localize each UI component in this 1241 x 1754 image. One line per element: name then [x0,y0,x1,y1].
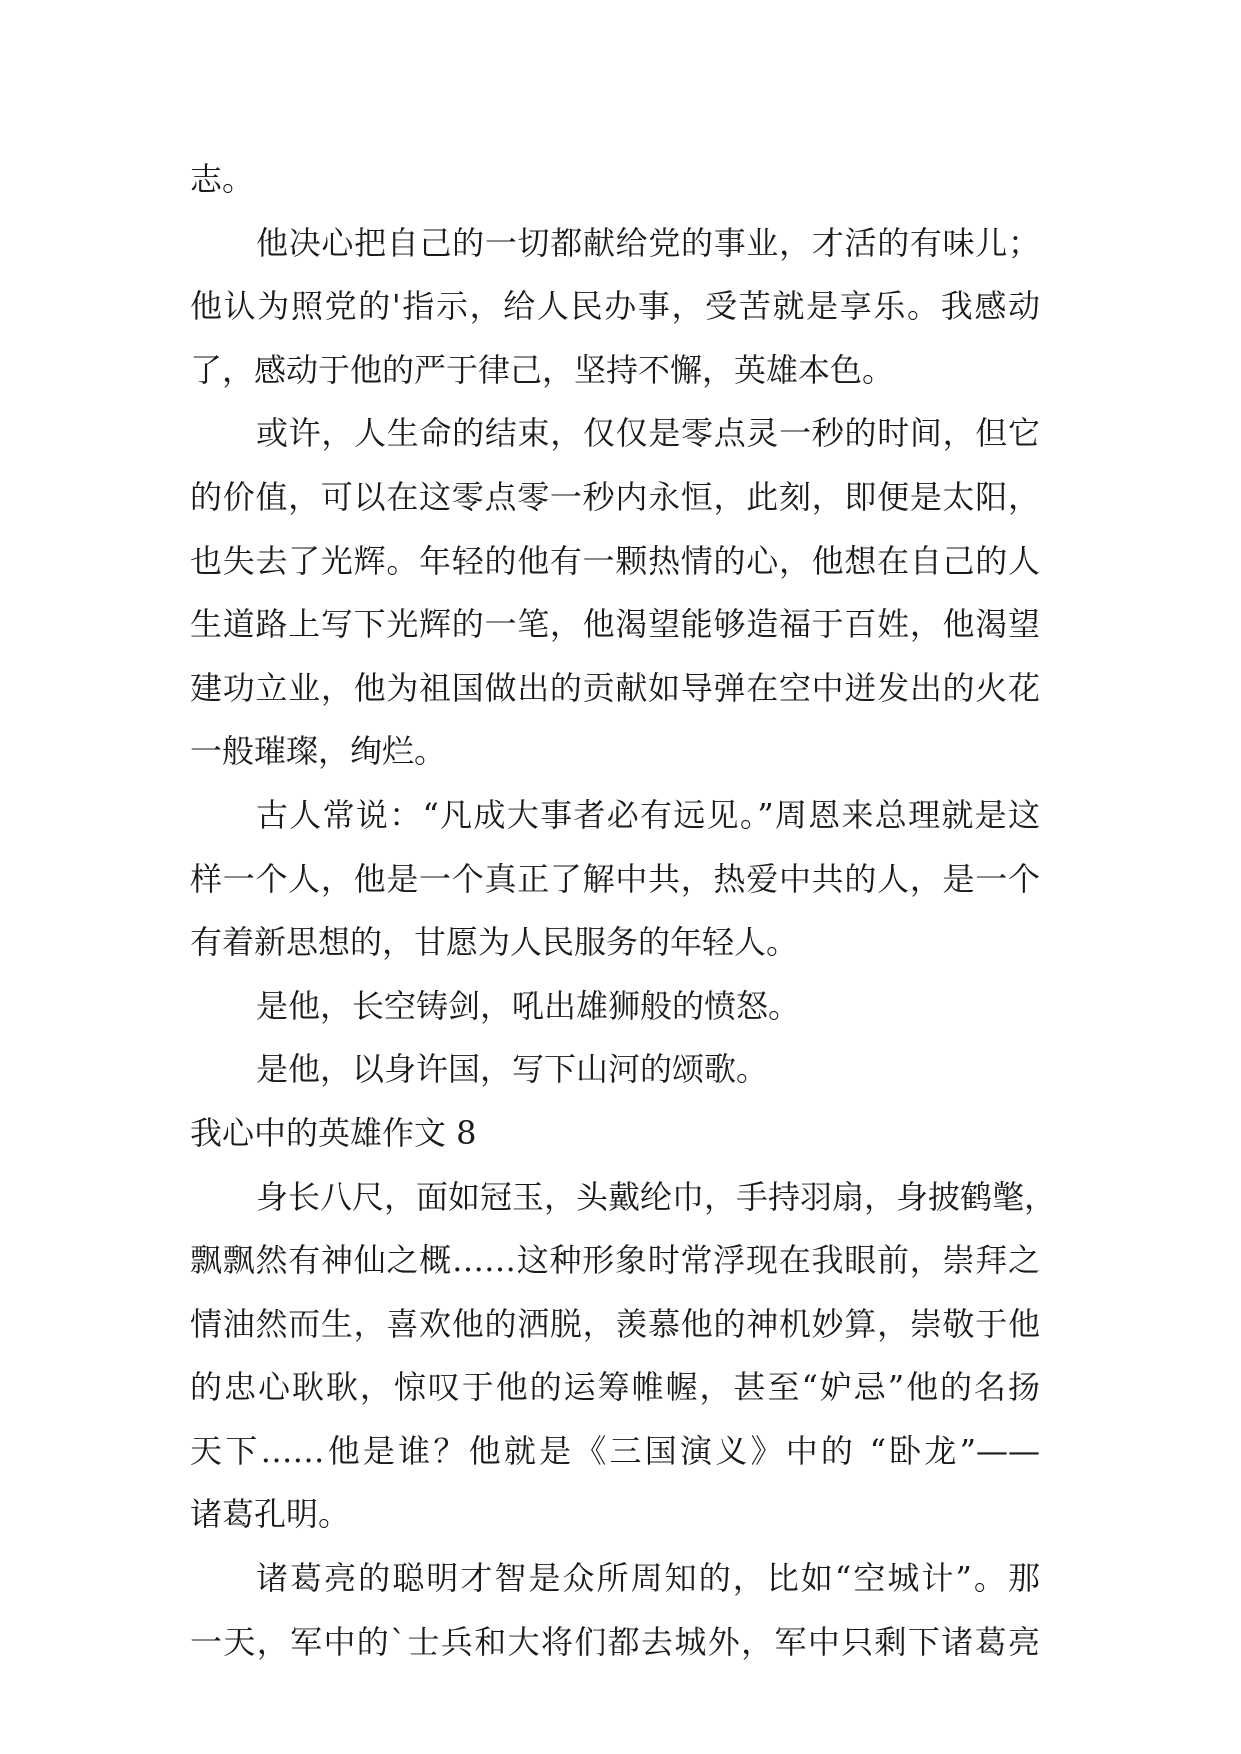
text-line: 一般璀璨，绚烂。 [190,732,447,771]
text-line: 他决心把自己的一切都献给党的事业，才活的有味儿； [256,223,1040,262]
text-line: 他认为照党的'指示，给人民办事，受苦就是享乐。我感动 [190,287,1040,326]
text-line: 的价值，可以在这零点零一秒内永恒，此刻，即便是太阳， [190,477,1040,516]
text-line: 诸葛亮的聪明才智是众所周知的，比如“空城计”。那 [256,1559,1040,1598]
text-line: 的忠心耿耿，惊叹于他的运筹帷幄，甚至“妒忌”他的名扬 [190,1368,1040,1407]
text-line: 一天，军中的`士兵和大将们都去城外，军中只剩下诸葛亮 [190,1622,1040,1661]
text-line: 样一个人，他是一个真正了解中共，热爱中共的人，是一个 [190,859,1040,898]
document-body [190,148,1057,1674]
text-line: 是他，以身许国，写下山河的颂歌。 [256,1050,769,1089]
text-line: 了，感动于他的严于律己，坚持不懈，英雄本色。 [190,350,895,389]
text-line: 有着新思想的，甘愿为人民服务的年轻人。 [190,923,799,962]
text-line: 情油然而生，喜欢他的洒脱，羡慕他的神机妙算，崇敬于他 [190,1304,1040,1343]
text-line: 志。 [190,160,255,198]
text-line: 身长八尺，面如冠玉，头戴纶巾，手持羽扇，身披鹤氅， [256,1177,1057,1216]
text-line: 飘飘然有神仙之概……这种形象时常浮现在我眼前，崇拜之 [190,1241,1040,1280]
text-line: 生道路上写下光辉的一笔，他渴望能够造福于百姓，他渴望 [190,605,1040,644]
text-line: 诸葛孔明。 [190,1495,351,1534]
text-line: 也失去了光辉。年轻的他有一颗热情的心，他想在自己的人 [190,541,1040,580]
essay-heading: 我心中的英雄作文 8 [190,1113,477,1152]
text-line: 天下……他是谁？他就是《三国演义》中的 “卧龙”—— [190,1431,1040,1470]
text-line: 是他，长空铸剑，吼出雄狮般的愤怒。 [256,986,801,1025]
text-line: 古人常说：“凡成大事者必有远见。”周恩来总理就是这 [256,795,1040,834]
text-line: 或许，人生命的结束，仅仅是零点灵一秒的时间，但它 [256,414,1040,453]
text-line: 建功立业，他为祖国做出的贡献如导弹在空中迸发出的火花 [190,668,1040,707]
